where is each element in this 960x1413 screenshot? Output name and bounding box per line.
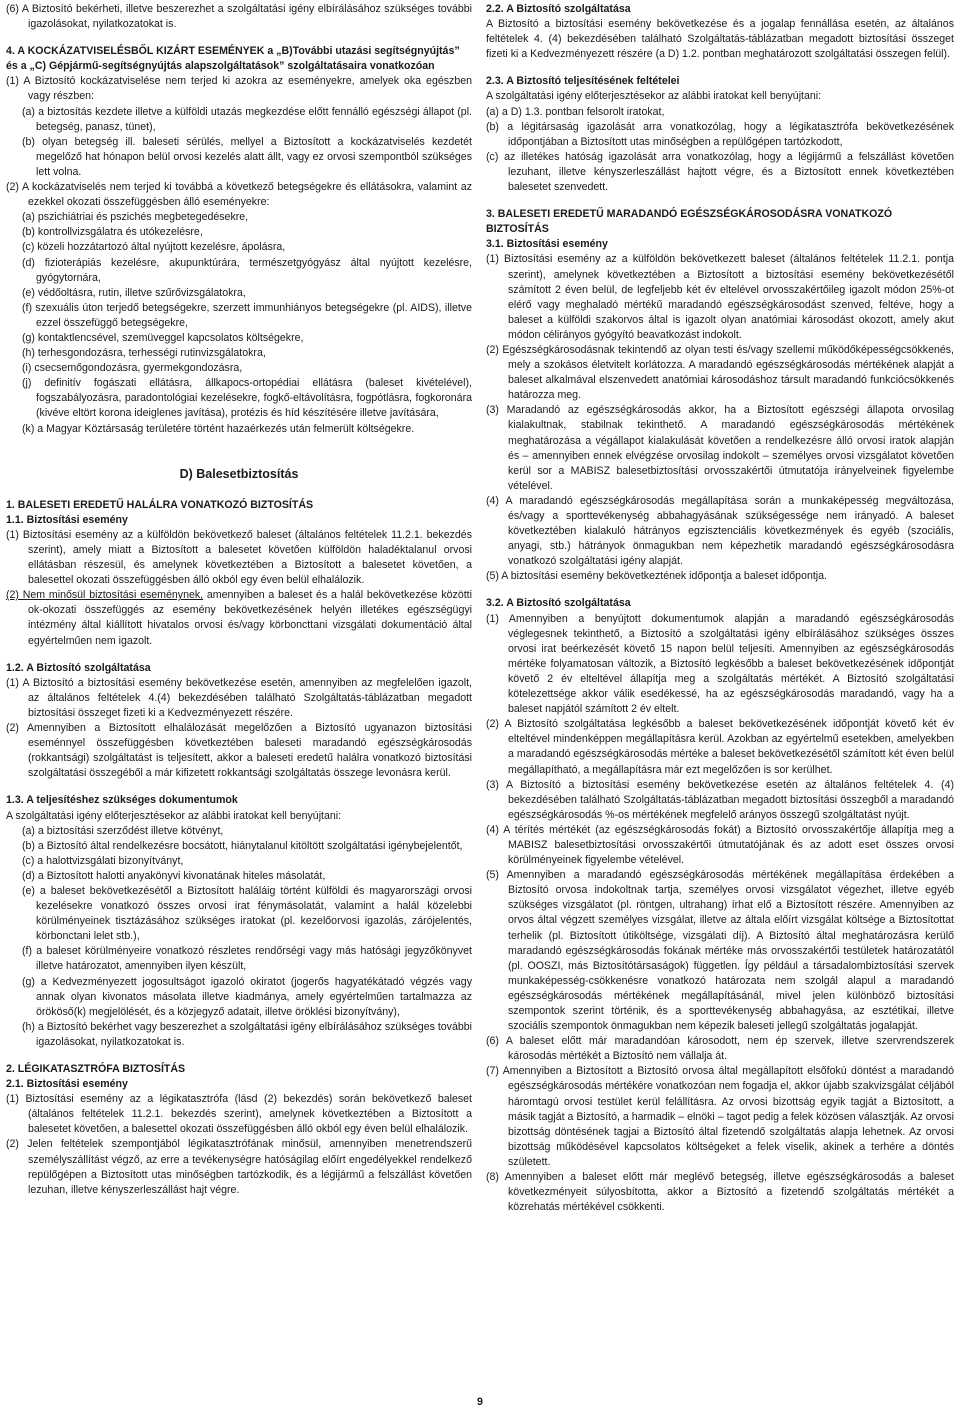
list-item: (f) a baleset körülményeire vonatkozó részletes rendőrségi vagy más hatósági jegyzőkönyvet illetve határozatot, amennyiben ilyen készült, [22,945,472,973]
list-item: (b) a légitársaság igazolását arra vonatkozólag, hogy a légikatasztrófa bekövetkezésének időpontjában a Biztosított utas minőségben a repülőgépen tartózkodott, [486,120,954,148]
paragraph: (1) A Biztosító a biztosítási esemény bekövetkezése esetén, amennyiben az megfelelően igazolt, az általános feltételek 4.(4) bekezdésében található Szolgáltatás-táblázatban megadott biztosítási összeget fizeti ki a Kedvezményezett részére. [6,676,472,719]
paragraph [6,588,472,648]
list-item: (a) a biztosítási szerződést illetve kötvényt, [22,824,224,837]
list-item: (6) A baleset előtt már maradandóan károsodott, nem ép szervek, illetve szervrendszerek károsodás mértékét a Biztosító nem vállalja át. [486,1035,954,1063]
list-item: (5) A biztosítási esemény bekövetkeztének időpontja a baleset időpontja. [486,570,827,583]
list-item: (3) Maradandó az egészségkárosodás akkor, ha a Biztosított egészségi állapota orvosilag kialakultnak, stabilnak tekinthető. A maradandó egészségkárosodás mértékének meghatározása a végállapot kialakulását követően a rendelkezésre álló orvosi iratok alapján és – amennyiben ennek elvégzése orvosilag indokolt – személyes orvosi vizsgálatot követően kerül sor a MABISZ balesetbiztosítási orvosszakértői útmutatója irányelveinek figyelembe vételével. [486,404,954,492]
paragraph: (1) Biztosítási esemény az a külföldön bekövetkező baleset (általános feltételek 11.2.1. bekezdés szerint), amely miatt a Biztosított a balesetet követően külföldön haladéktalanul orvosi ellátásban részesül, és amelynek következtében a Biztosított a balesetet követően, a balesettel okozati összefüggésben álló okból egy éven belül elhalálozik. [6,528,472,587]
list-item: (a) a D) 1.3. pontban felsorolt iratokat, [486,105,665,118]
list-item: (2) A Biztosító szolgáltatása legkésőbb a baleset bekövetkezésének időpontját követő két év elteltével mindenképpen megállapításra kerül. Azokban az egyértelmű esetekben, amelyekben a maradandó egészségkárosodás mértéke a baleset bekövetkezésétől számított két éven belül megállapítható, a megállapításra már ezt megelőzően is sor kerülhet. [486,718,954,776]
left-column [6,2,472,1198]
paragraph: A Biztosító a biztosítási esemény bekövetkezése és a jogalap fennállása esetén, az általános feltételek 4. (4) bekezdésében található Szolgáltatás-táblázatban megadott biztosítási összeget fizeti ki a Kedvezményezett részére (a D) 1.2. pontban meghatározott szolgáltatási összegen felül). [486,18,954,61]
list-item: (c) az illetékes hatóság igazolását arra vonatkozólag, hogy a légijármű a felszállást követően lezuhant, illetve kényszerleszállást hajtott végre, és a Biztosított ennek következtében balesetet szenvedett. [486,150,954,194]
part-title: D) Balesetbiztosítás [179,466,299,481]
paragraph: (6) A Biztosító bekérheti, illetve beszerezhet a szolgáltatási igény elbírálásához szükséges további igazolásokat, nyilatkozatokat is. [6,3,472,31]
subsection-heading: 2.2. A Biztosító szolgáltatása [486,3,631,15]
list-item: (1) Biztosítási esemény az a külföldön bekövetkezett baleset (általános feltételek 11.2.1. pontja szerint), amelynek következtében a Biztosított a biztosítási esemény bekövetkezésétől számított 2 éven belül, de legfeljebb két év eltelével orvosszakértőileg igazolt módon 25%-ot elérő vagy meghaladó mértékű maradandó egészségkárosodást szenved, feltéve, hogy a baleset a külföldi szakorvos által is igazolt olyan anatómiai károsodást okozott, amely akut módon célirányos gyógyító beavatkozást indokolt. [486,253,954,341]
list-item: (4) A maradandó egészségkárosodás megállapítása során a munkaképesség megváltozása, és/vagy a sporttevékenység abbahagyásának szükségessége nem irányadó. A baleset következtében kialakuló hátrányos egzisztenciális következmények és egyéb (szociális, anyagi, stb.) hátrányok önmagukban nem képezhetik maradandó egészségkárosodásra vonatkozó szolgáltatási igény alapját. [486,494,954,568]
right-column [486,2,954,1215]
list-item: (d) fizioterápiás kezelésre, akupunktúrára, természetgyógyász által nyújtott kezelésre, gyógytornára, [22,256,472,284]
list-item: (b) olyan betegség ill. baleseti sérülés, mellyel a Biztosított a kockázatviselés kezdetét megelőző hat hónapon belül orvosi kezelés alatt állt, vagy ez orvosi szempontból szükséges lett volna. [22,135,472,178]
subsection-heading: 2.3. A Biztosító teljesítésének feltételei [486,75,680,88]
list-item: (2) Egészségkárosodásnak tekintendő az olyan testi és/vagy szellemi működőképességcsökkenés, mely a szokásos életvitelt korlátozza. A maradandó egészségkárosodás mértékének alapját a baleset alkalmával elszenvedett anatómiai károsodáshoz társult maradandó funkciócsökkenés határozza meg. [486,343,954,402]
list-item: (5) Amennyiben a maradandó egészségkárosodás mértékének megállapítása érdekében a Biztosító orvosa indokoltnak tartja, személyes orvosi vizsgálatot végezhet, illetve egyéb szükséges vizsgálatot (pl. röntgen, ultrahang) írhat elő a Biztosított részére. Amennyiben az orvos által végzett személyes vizsgálat, illetve az általa előírt vizsgálat költsége a Biztosítottat terhelik (pl. Biztosított útiköltsége, vizsgálati díj). A Biztosító által meghatározásra kerülő maradandó egészségkárosodás fokának mértéke más orvosszakértői testületek határozatától (pl. OOSZI, más Biztosítótársaságok) független. Így például a társadalombiztosítási szervek munkaképesség-csökkenésre vonatkozó határozata nem szolgál alapul a maradandó egészségkárosodás mértékének megállapításánál, mivel jelen különböző biztosítási szempontok szerint történik, és a sporttevékenység abbahagyása, az esztétikai, illetve szociális szempontok önmagukban nem képezik baleseti jellegű szolgáltatás jogalapját. [486,869,954,1033]
paragraph: A szolgáltatási igény előterjesztésekor az alábbi iratokat kell benyújtani: [486,90,822,103]
list-item: (e) a baleset bekövetkezésétől a Biztosított haláláig történt külföldi és magyarországi orvosi kezelésekre vonatkozó összes orvosi irat fénymásolatát, valamint a halál közelebbi körülményeinek tisztázásához szükséges iratokat (pl. kezelőorvosi igazolás, zárójelentés, körbonctani lelet stb.), [22,884,472,943]
page-number: 9 [477,1396,483,1408]
subsection-heading: 1.2. A Biztosító szolgáltatása [6,661,151,674]
paragraph: (2) Amennyiben a Biztosított elhalálozását megelőzően a Biztosító ugyanazon biztosítási eseménnyel összefüggésben következtében baleseti maradandó egészségkárosodás (rokkantsági) szolgáltatást is teljesített, akkor a baleseti eredetű halálra vonatkozó biztosítási szolgáltatási összegéből a már kifizetett rokkantsági szolgáltatás összege levonásra kerül. [6,722,472,780]
paragraph: (1) Biztosítási esemény az a légikatasztrófa (lásd (2) bekezdés) során bekövetkező baleset (általános feltételek 11.2.1. bekezdés szerint), amelynek következtében a Biztosított a balesetet követően, a balesettel okozati összefüggésben álló okból egy éven belül elhalálozik. [6,1093,472,1136]
list-item: (e) védőoltásra, rutin, illetve szűrővizsgálatokra, [22,286,246,299]
section-heading: 3. BALESETI EREDETŰ MARADANDÓ EGÉSZSÉGKÁROSODÁSRA VONATKOZÓ BIZTOSÍTÁS [486,208,893,236]
list-item: (3) A Biztosító a biztosítási esemény bekövetkezése esetén az általános feltételek 4. (4) bekezdésében található Szolgáltatás-táblázatban megadott biztosítási összegből a maradandó egészségkárosodás %-os mértékének megfelelő arányos összegű szolgáltatást nyújt. [486,778,954,821]
list-item: (j) definitív fogászati ellátásra, állkapocs-ortopédiai ellátásra (baleset kivételével), fogszabályozásra, paradontológiai kezelésekre, fogkő-eltávolításra, fogpótlásra, fogkoronára (kivéve eltört korona ideiglenes javítása), protézis és híd készítésére illetve javítására, [22,377,472,420]
paragraph-rest: amennyiben a baleset és a halál bekövetkezése közötti ok-okozati összefüggés az esemény bekövetkezésének helyén illetékes egészségügyi intézmény által kiállított hivatalos orvosi és/vagy körboncttani vizsgálati dokumentáció által egyértelműen nem igazolt. [28,589,472,647]
list-item: (h) terhesgondozásra, terhességi rutinvizsgálatokra, [22,347,266,360]
list-item: (a) a biztosítás kezdete illetve a külföldi utazás megkezdése előtt fennálló egészségi állapot (pl. betegség, panasz, tünet), [22,105,472,133]
paragraph: A szolgáltatási igény előterjesztésekor az alábbi iratokat kell benyújtani: [6,809,342,822]
list-item: (7) Amennyiben a Biztosított a Biztosító orvosa által megállapított elsőfokú döntést a maradandó egészségkárosodás mértékére vonatkozóan nem fogadja el, akkor újabb szakvizsgálat céljából háromtagú orvosi testület kerül felállításra. Az orvosi bizottság egyik tagját a Biztosított, a másik tagját a Biztosító, a harmadik – elnöki – tagot pedig a felek közösen választják. Az orvosi bizottság döntésének tagjai a Biztosító által fizetendő szolgáltatás alapja lehetnek. Az orvosi bizottság működésével kapcsolatos költségeket a felek viselik, akinek a terhére a döntés született. [486,1065,954,1168]
section-heading: 2. LÉGIKATASZTRÓFA BIZTOSÍTÁS [6,1063,186,1075]
subsection-heading: 3.2. A Biztosító szolgáltatása [486,597,631,610]
paragraph: (1) A Biztosító kockázatviselése nem terjed ki azokra az eseményekre, amelyek oka egészben vagy részben: [6,75,472,103]
subsection-heading: 1.1. Biztosítási esemény [6,513,128,526]
paragraph: (2) Jelen feltételek szempontjából légikatasztrófának minősül, amennyiben menetrendszerű személyszállítást végző, az erre a tevékenységre hatóságilag előírt engedélyekkel rendelkező repülőgépen a Biztosított utas minőségben tartózkodik, és a légijármű a felszállást követően lezuhan, illetve kényszerleszállást hajt végre. [6,1138,472,1196]
list-item: (c) közeli hozzátartozó által nyújtott kezelésre, ápolásra, [22,241,286,254]
subsection-heading: 3.1. Biztosítási esemény [486,238,608,251]
paragraph: (2) A kockázatviselés nem terjed ki továbbá a következő betegségekre és ellátásokra, valamint az ezekkel okozati összefüggésben álló eseményekre: [6,181,472,209]
list-item: (d) a Biztosított halotti anyakönyvi kivonatának hiteles másolatát, [22,869,326,882]
list-item: (a) pszichiátriai és pszichés megbetegedésekre, [22,211,249,224]
list-item: (b) a Biztosító által rendelkezésre bocsátott, hiánytalanul kitöltött szolgáltatási igénybejelentőt, [22,839,463,852]
subsection-heading: 2.1. Biztosítási esemény [6,1078,128,1091]
section-heading: 4. A KOCKÁZATVISELÉSBŐL KIZÁRT ESEMÉNYEK a „B)További utazási segítségnyújtás” és a „C) Gépjármű-segítségnyújtás alapszolgáltatások” szolgáltatásaira vonatkozóan [6,45,460,73]
list-item: (k) a Magyar Köztársaság területére történt hazaérkezés után felmerült költségekre. [22,422,415,435]
list-item: (b) kontrollvizsgálatra és utókezelésre, [22,226,203,239]
underlined-phrase: (2) Nem minősül biztosítási eseménynek, [6,589,204,602]
list-item: (i) csecsemőgondozásra, gyermekgondozásra, [22,362,243,375]
list-item: (1) Amennyiben a benyújtott dokumentumok alapján a maradandó egészségkárosodás véglegesnek tekinthető, a Biztosító a szolgáltatási igény elbírálásához szükséges összes orvosi irat beérkezését követő 15 napon belül teljesíti. Amennyiben az egészségkárosodás mértéke folyamatosan változik, a Biztosító legkésőbb a baleset bekövetkezésének időpontját követő 2 év elteltével állapítja meg a szolgáltatás mértékét. A Biztosító szolgáltatási kötelezettsége akkor válik esedékessé, ha az egészségkárosodás maradandó, vagy ha a baleset napjától számított 2 év eltelt. [486,612,954,716]
list-item: (h) a Biztosító bekérhet vagy beszerezhet a szolgáltatási igény elbírálásához szükséges további igazolásokat, nyilatkozatokat is. [22,1020,472,1048]
list-item: (8) Amennyiben a baleset előtt már meglévő betegség, illetve egészségkárosodás a baleset következményeit súlyosbította, akkor a Biztosító a fizetendő szolgáltatás mértékét a közrehatás mértékével csökkenti. [486,1171,954,1214]
section-heading: 1. BALESETI EREDETŰ HALÁLRA VONATKOZÓ BIZTOSÍTÁS [6,498,314,511]
subsection-heading: 1.3. A teljesítéshez szükséges dokumentumok [6,794,238,807]
list-item: (c) a halottvizsgálati bizonyítványt, [22,854,184,867]
list-item: (g) kontaktlencsével, szemüveggel kapcsolatos költségekre, [22,331,304,344]
list-item: (4) A térítés mértékét (az egészségkárosodás fokát) a Biztosító orvosszakértője állapítja meg a MABISZ balesetbiztosítási orvosszakértői útmutatójának és az adott eset összes orvosi körülményeinek figyelembe vételével. [486,823,954,867]
list-item: (g) a Kedvezményezett jogosultságot igazoló okiratot (jogerős hagyatékátadó végzés vagy annak olyan kivonatos másolata illetve kiadmánya, amely egyértelműen tartalmazza az örököső(k) megjelölését, és a közjegyző adatait, illetve öröklési bizonyítvány), [22,975,472,1018]
list-item: (f) szexuális úton terjedő betegségekre, szerzett immunhiányos betegségekre (pl. AIDS), illetve ezzel összefüggő betegségekre, [22,301,472,329]
